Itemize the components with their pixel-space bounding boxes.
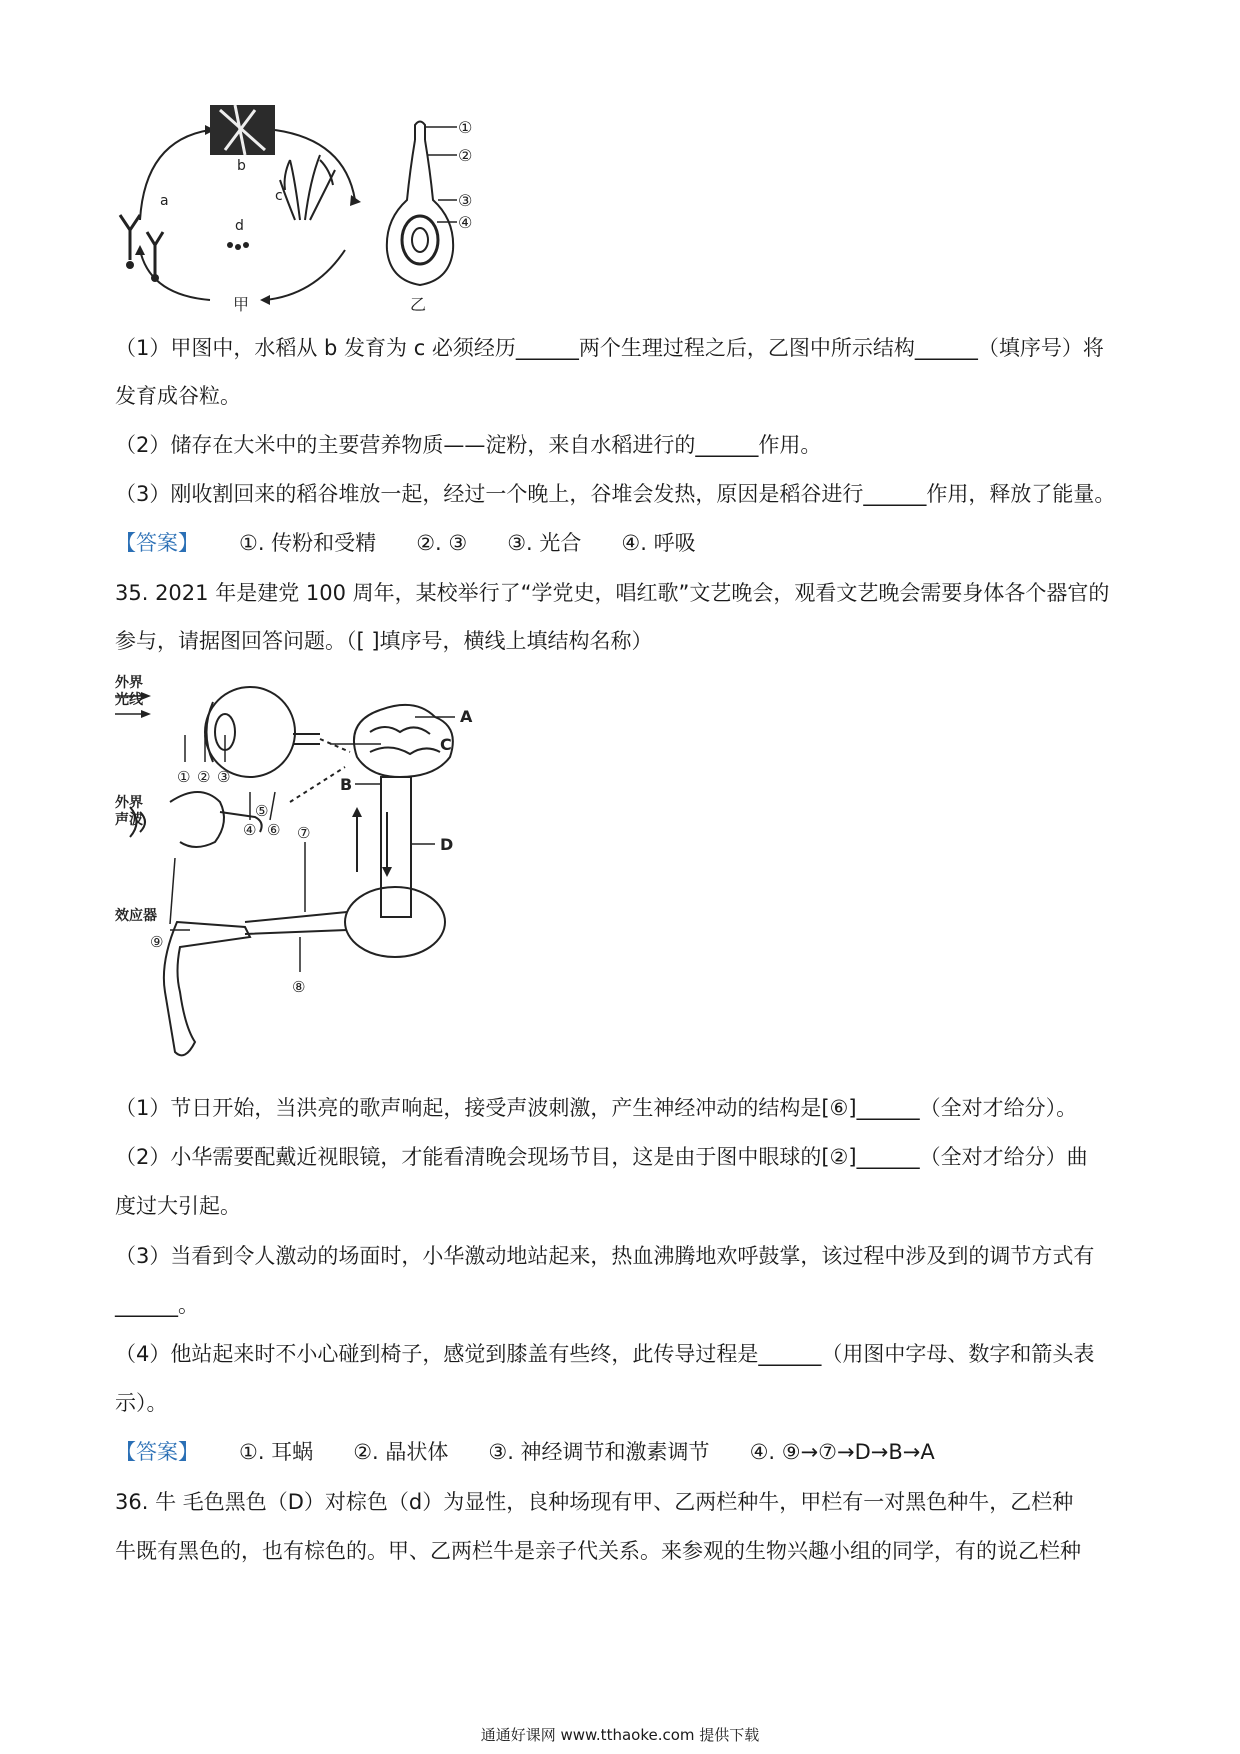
marker-4: ④ (243, 821, 257, 839)
marker-6: ⑥ (267, 821, 281, 839)
q36-stem-line1: 36. 牛 毛色黑色（D）对棕色（d）为显性，良种场现有甲、乙两栏种牛，甲栏有一对黑色种牛，乙栏种 (115, 1490, 1074, 1514)
q35-part2: （2）小华需要配戴近视眼镜，才能看清晚会现场节目，这是由于图中眼球的[②]______（全对才给分）曲 (115, 1145, 1088, 1169)
eye-label-line2: 光线 (115, 692, 143, 708)
answer-item: ④. ⑨→⑦→D→B→A (749, 1440, 935, 1464)
q35-part3: （3）当看到令人激动的场面时，小华激动地站起来，热血沸腾地欢呼鼓掌，该过程中涉及到的调节方式有 (115, 1244, 1095, 1268)
nervous-markers (150, 768, 310, 996)
answer-item: ④. 呼吸 (621, 531, 696, 555)
marker-8: ⑧ (292, 978, 306, 996)
q34-part1: （1）甲图中，水稻从 b 发育为 c 必须经历______两个生理过程之后，乙图中所示结构______（填序号）将 (115, 336, 1104, 360)
ear-label-line2: 声波 (115, 812, 143, 828)
q34-part3: （3）刚收割回来的稻谷堆放一起，经过一个晚上，谷堆会发热，原因是稻谷进行______作用，释放了能量。 (115, 482, 1116, 506)
answer-item: ③. 光合 (507, 531, 582, 555)
letter-D: D (440, 835, 454, 854)
lifecycle-node-labels (160, 158, 283, 234)
q35-stem-line1: 35. 2021 年是建党 100 周年，某校举行了“学党史，唱红歌”文艺晚会，观看文艺晚会需要身体各个器官的 (115, 581, 1110, 605)
answer-item: ②. ③ (416, 531, 468, 555)
q35-stem-line2: 参与，请据图回答问题。（[ ]填序号，横线上填结构名称） (115, 629, 653, 653)
ear-label-line1: 外界 (115, 795, 143, 811)
answer-item: ①. 传粉和受精 (239, 531, 377, 555)
page-footer: 通通好课网 www.tthaoke.com 提供下载 (480, 1726, 760, 1744)
node-d: d (235, 218, 244, 234)
pistil-markers (458, 118, 472, 232)
answer-item: ③. 神经调节和激素调节 (488, 1440, 710, 1464)
pistil-marker-1: ① (458, 118, 473, 137)
q35-part3-cont: ______。 (115, 1293, 199, 1317)
rice-lifecycle-figure (115, 100, 535, 315)
node-c: c (275, 188, 283, 204)
letter-C: C (440, 735, 452, 754)
pistil-marker-3: ③ (458, 191, 473, 210)
q35-part1: （1）节日开始，当洪亮的歌声响起，接受声波刺激，产生神经冲动的结构是[⑥]______（全对才给分）。 (115, 1096, 1078, 1120)
marker-5: ⑤ (255, 802, 269, 820)
pistil-marker-4: ④ (458, 213, 473, 232)
nervous-system-figure (115, 672, 495, 1072)
answer-label: 【答案】 (115, 531, 199, 555)
marker-7: ⑦ (297, 824, 311, 842)
q34-answer (115, 528, 696, 558)
q35-part4-cont: 示）。 (115, 1391, 168, 1415)
marker-9: ⑨ (150, 933, 164, 951)
marker-2: ② (197, 768, 211, 786)
q34-part2: （2）储存在大米中的主要营养物质——淀粉，来自水稻进行的______作用。 (115, 433, 822, 457)
node-b: b (237, 158, 246, 174)
eye-label-line1: 外界 (115, 675, 143, 691)
effector-label: 效应器 (115, 908, 157, 924)
node-a: a (160, 193, 169, 209)
marker-3: ③ (217, 768, 231, 786)
marker-1: ① (177, 768, 191, 786)
q36-stem-line2: 牛既有黑色的，也有棕色的。甲、乙两栏牛是亲子代关系。来参观的生物兴趣小组的同学，有的说乙栏种 (115, 1539, 1081, 1563)
answer-item: ①. 耳蜗 (239, 1440, 314, 1464)
answer-item: ②. 晶状体 (353, 1440, 449, 1464)
q35-part4: （4）他站起来时不小心碰到椅子，感觉到膝盖有些终，此传导过程是______（用图中字母、数字和箭头表 (115, 1342, 1095, 1366)
caption-jia: 甲 (233, 295, 250, 314)
letter-A: A (460, 707, 473, 726)
caption-yi: 乙 (410, 295, 427, 314)
answer-label: 【答案】 (115, 1440, 199, 1464)
pistil-marker-2: ② (458, 146, 473, 165)
letter-B: B (340, 775, 353, 794)
q34-part1-cont: 发育成谷粒。 (115, 384, 241, 408)
q35-answer (115, 1437, 935, 1467)
q35-part2-cont: 度过大引起。 (115, 1194, 241, 1218)
